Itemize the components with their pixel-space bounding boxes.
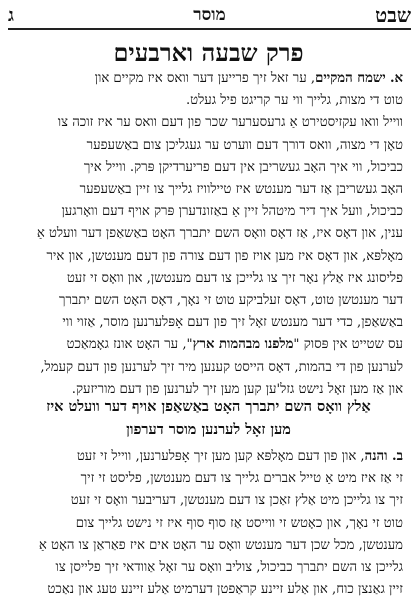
paragraph-2-line: זי אַז איז מיט אַ טייל אברים גלייך צו דעם מענטשן, פליסט זי זיך	[80, 471, 403, 487]
paragraph-2-line: ב. והנה, און פון דעם מאָלפּא קען מען זיך אָפּלערנען, ווייל זי זעט	[76, 449, 403, 464]
paragraph-1-line: א. ישמח המקיים, ער זאל זיך פרייען דער וואס איז מקיים און	[94, 71, 403, 86]
paragraph-2	[18, 446, 403, 601]
paragraph-1-line: און אַז מען זאָל נישט גזל'ען קען מען זיך לערנען פון דעם מוריזעק.	[71, 381, 403, 397]
paragraph-1-label: א.	[389, 71, 403, 86]
paragraph-1-line: טוט די מצות, גלייך ווי ער קריגט פיל געלט.	[185, 93, 403, 109]
paragraph-1-line: עס שטייט אין פּסוק "מלפנו מבהמות ארץ", ער האָט אונז גאָמאַכט	[66, 337, 403, 353]
header-page-letter: ג	[8, 4, 14, 26]
running-header	[8, 3, 411, 27]
paragraph-1-lead: ישמח המקיים	[315, 71, 386, 86]
header-rule	[8, 28, 411, 30]
paragraph-1-line: דער מענטשן טוט, דאָס זעלביקע טוט זי נאָך, דאָס האָט השם יתברך	[58, 293, 403, 309]
paragraph-2-lead: ב. והנה	[364, 449, 403, 464]
header-topic: מוסר	[193, 5, 226, 25]
paragraph-1	[18, 68, 403, 401]
paragraph-1-line: טאָן די מצוה, וואס דורך דעם ווערט ער געגליכן צום באַשעפער	[86, 137, 403, 153]
paragraph-1-line: ענין, און דאָס איז, אַז דאָס וואָס השם יתברך האָט באַשאַפן דער וועלט אַ	[36, 226, 403, 242]
verse-quote: מלפנו מבהמות ארץ	[192, 337, 294, 353]
chapter-title: פרק שבעה וארבעים	[113, 38, 304, 67]
paragraph-2-line: טוט זי נאָך, און כאָטש זי ווייסט אַז סוף סוף איז זי נישט גלייך צום	[75, 515, 403, 531]
paragraph-2-line: גלייכן צו השם יתברך כביכול, צוליב וואָס ער זאָל אַוודאי זיך פלייסן צו	[55, 560, 403, 576]
paragraph-1-line: פליסונג איז אַלץ נאָר זיך צו גלייכן צו דעם מענטשן, און וואָס זי זעט	[66, 270, 403, 286]
paragraph-1-line: כביכול, וועל איך דיר מיטהל זיין אַ באַזונדערן פּרק אויף דעם וואָרגען	[61, 204, 403, 220]
paragraph-1-line: באַשאַפן, כדי דער מענטש זאָל זיך פון דעם אָפּלערנען מוסר, אַזוי ווי	[62, 315, 403, 331]
subheading-line-2: מען זאָל לערנען מוסר דערפון	[126, 421, 291, 438]
paragraph-2-line: זיך צו גלייכן מיט אַלץ זאַכן צו דעם מענטשן, דעריבער וואָס זי זעט	[70, 493, 403, 509]
paragraph-1-line: מאָלפּא, און דאָס איז מען אויז פון דעם צורה פון דעם מענטשן, און איר	[46, 248, 403, 264]
paragraph-1-line: ווייל וואו עקזיסטירט אַ גרעסערער שכר פון דעם וואס ער איז זוכה צו	[57, 115, 403, 131]
paragraph-1-line: האָב געשריבן אַז דער מענטש איז טיילוויז גלייך צו זיין באַשעפער	[79, 182, 403, 198]
paragraph-1-line: כביכול, ווי איך האָב געשריבן אין דעם פריערדיקן פּרק. ווייל איך	[83, 159, 403, 175]
paragraph-2-line: זיין גאַנצן כוח, און אַלע זיינע קראַפטן דערמיט אַלע זיינע טעג און נאַכט	[47, 582, 403, 598]
paragraph-2-line: מענטשן, מכל שכן דער מענטש וואָס ער האָט אים איז פאַראַן צו האָט אַ	[38, 537, 403, 553]
paragraph-1-line: לערנען פון די בהמות, דאָס הייסט קענען מיר זיך לערנען פון דעם קעמל,	[40, 359, 403, 375]
header-tractate: שבט	[375, 2, 411, 27]
subheading-line-1: אַלץ וואָס השם יתברך האָט באַשאַפן אויף דער וועלט איז	[46, 398, 371, 415]
section-subheading	[14, 395, 403, 441]
